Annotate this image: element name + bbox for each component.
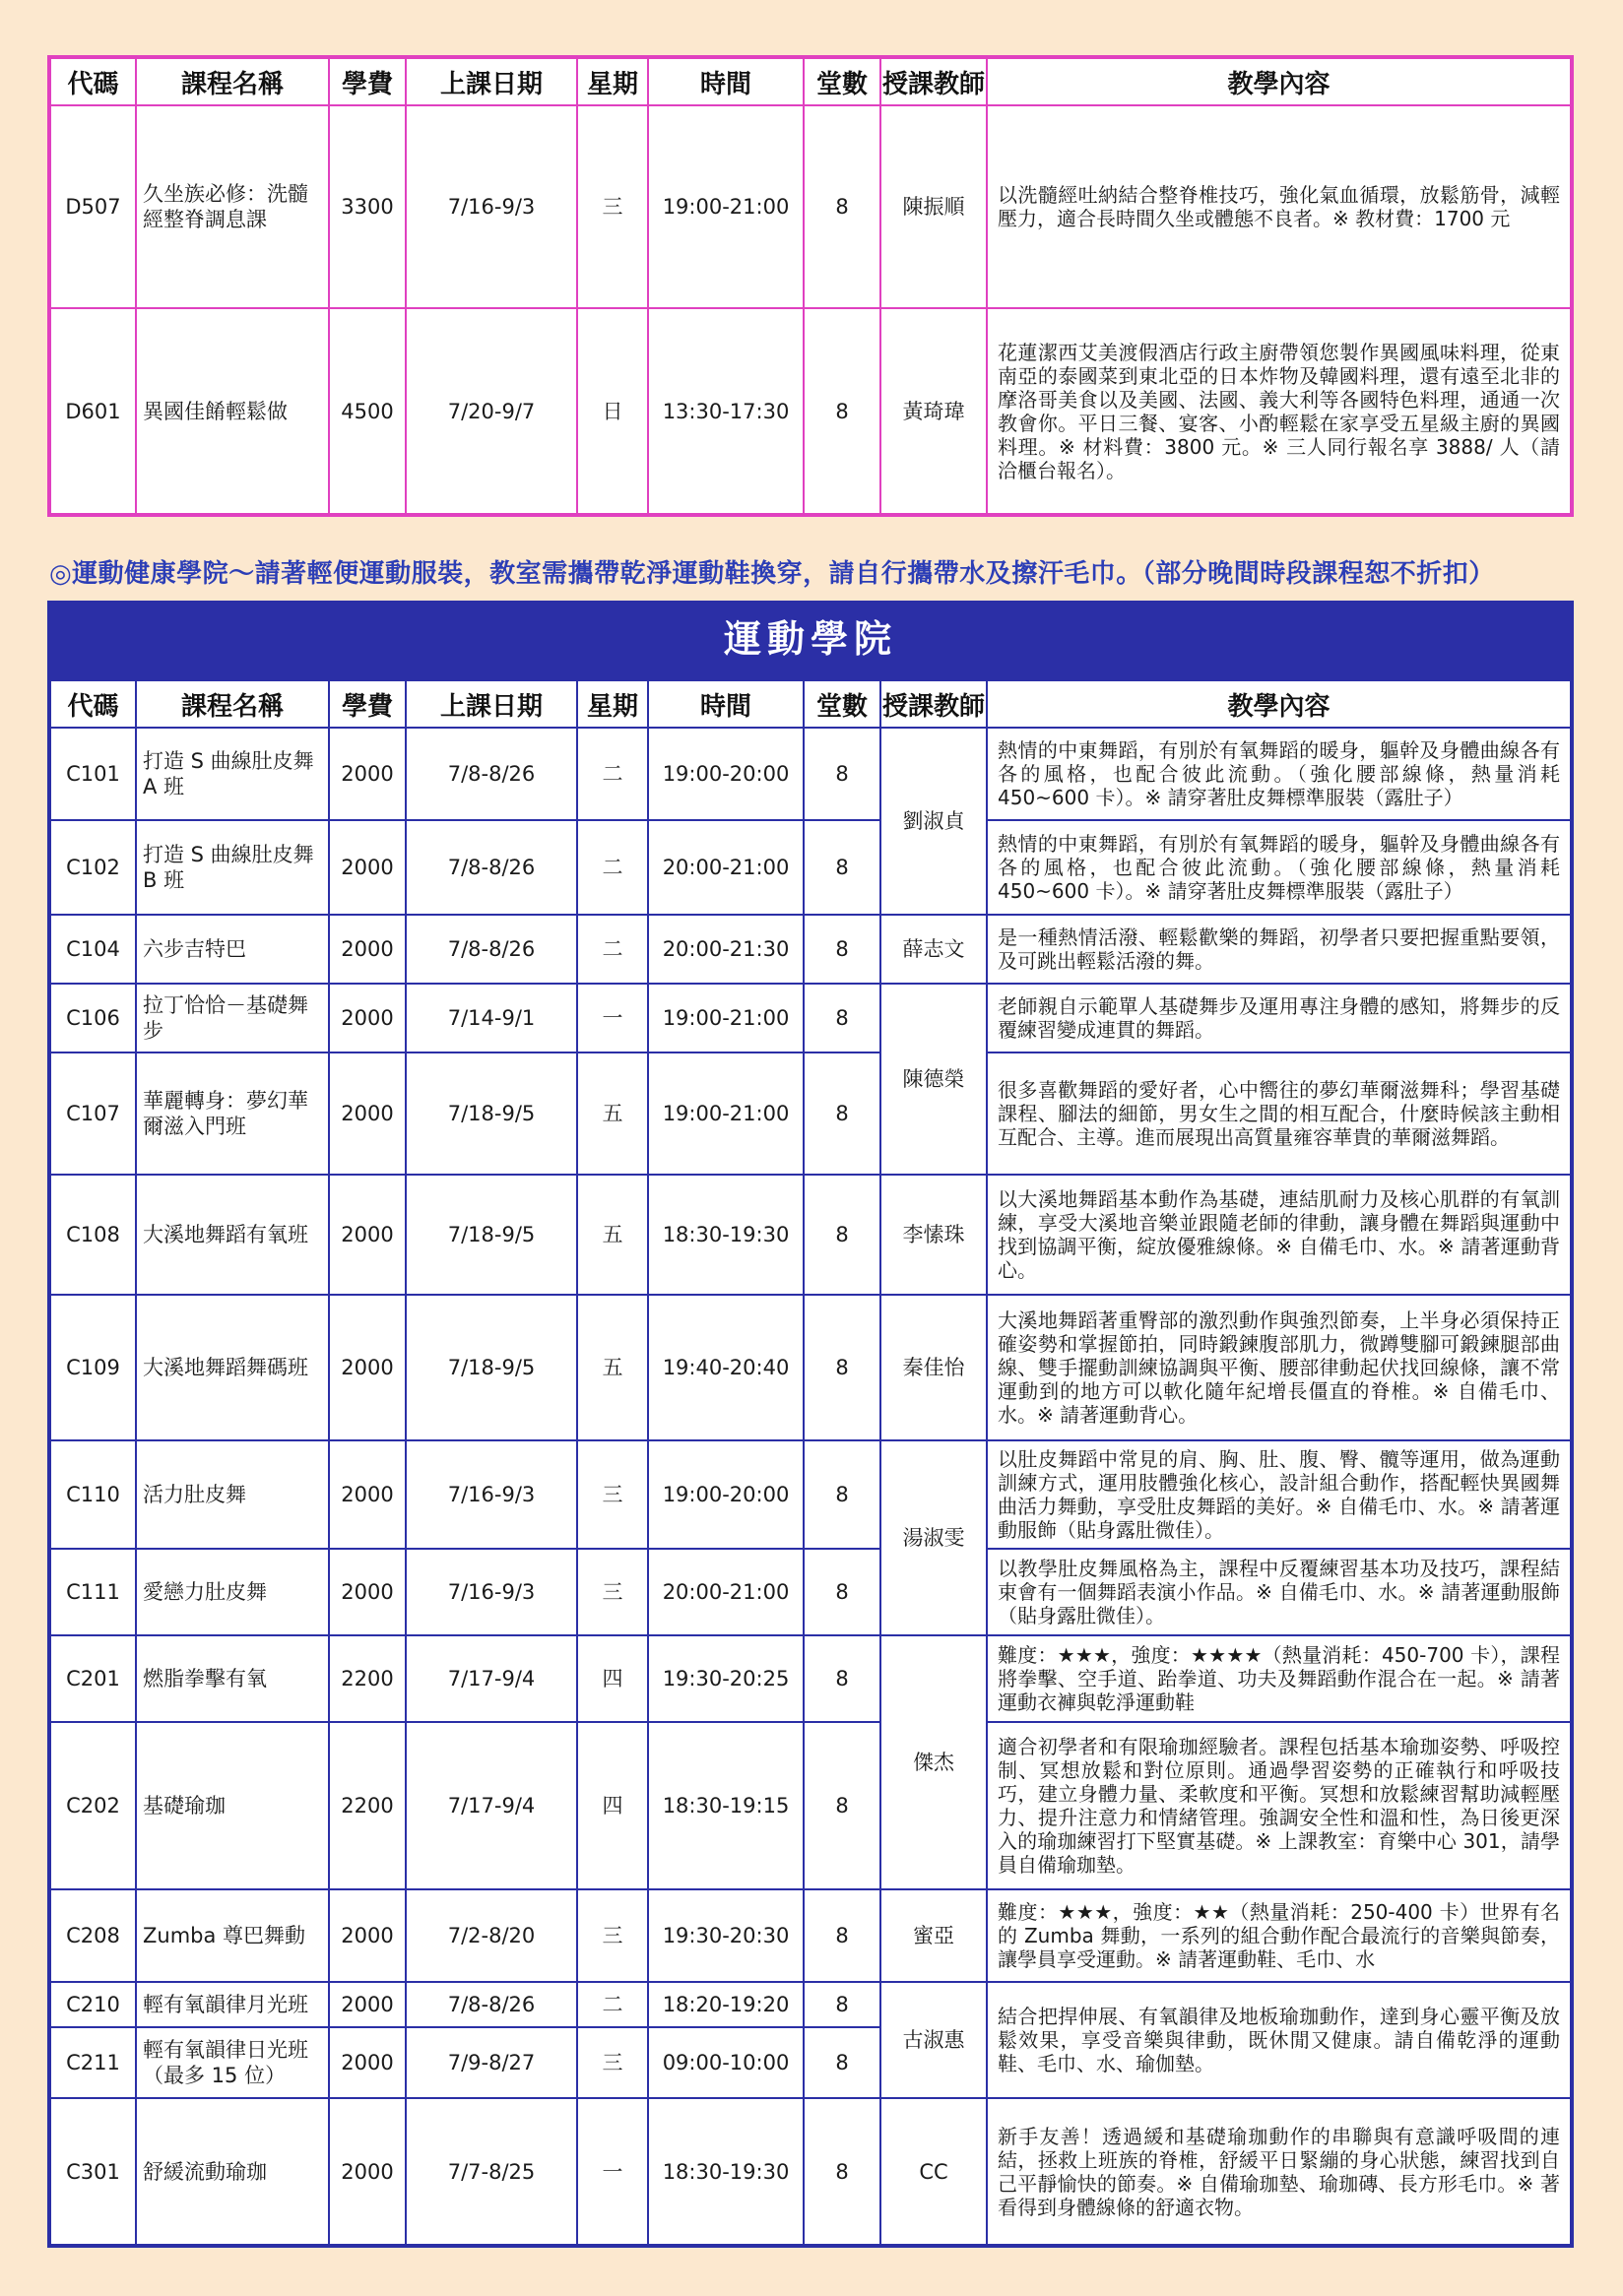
table-row — [49, 1635, 1572, 1722]
course-content: 新手友善！透過緩和基礎瑜珈動作的串聯與有意識呼吸間的連結，拯救上班族的脊椎，舒緩平日緊繃的身心狀態，練習找到自己平靜愉快的節奏。※ 自備瑜珈墊、瑜珈磚、長方形毛巾。※ 著看得到身體線條的舒適衣物。 — [987, 2098, 1572, 2246]
course-weekday: 三 — [577, 1549, 648, 1635]
course-dates: 7/20-9/7 — [406, 308, 577, 515]
course-name: 華麗轉身：夢幻華爾滋入門班 — [136, 1052, 329, 1175]
course-code: C208 — [49, 1889, 136, 1982]
header-fee: 學費 — [329, 57, 406, 105]
course-fee: 2000 — [329, 1175, 406, 1295]
header-code: 代碼 — [49, 679, 136, 728]
course-dates: 7/2-8/20 — [406, 1889, 577, 1982]
course-fee: 2000 — [329, 1889, 406, 1982]
course-content: 花蓮潔西艾美渡假酒店行政主廚帶領您製作異國風味料理，從東南亞的泰國菜到東北亞的日本炸物及韓國料理，還有遠至北非的摩洛哥美食以及美國、法國、義大利等各國特色料理，通通一次教會你。平日三餐、宴客、小酌輕鬆在家享受五星級主廚的異國料理。※ 材料費：3800 元。※ 三人同行報名享 3888/ 人（請洽櫃台報名）。 — [987, 308, 1572, 515]
table-row — [49, 915, 1572, 984]
header-time: 時間 — [648, 57, 804, 105]
course-content: 以教學肚皮舞風格為主，課程中反覆練習基本功及技巧，課程結束會有一個舞蹈表演小作品。※ 自備毛巾、水。※ 請著運動服飾（貼身露肚微佳）。 — [987, 1549, 1572, 1635]
course-code: C101 — [49, 728, 136, 820]
course-name: 舒緩流動瑜珈 — [136, 2098, 329, 2246]
header-sessions: 堂數 — [804, 679, 880, 728]
course-teacher: 陳德榮 — [880, 984, 987, 1175]
table-row — [49, 984, 1572, 1052]
table-row — [49, 1295, 1572, 1440]
course-name: 打造 S 曲線肚皮舞 A 班 — [136, 728, 329, 820]
course-code: C108 — [49, 1175, 136, 1295]
course-weekday: 三 — [577, 105, 648, 308]
course-sessions: 8 — [804, 1295, 880, 1440]
course-content: 熱情的中東舞蹈，有別於有氧舞蹈的暖身，軀幹及身體曲線各有各的風格，也配合彼此流動。（強化腰部線條，熱量消耗 450~600 卡）。※ 請穿著肚皮舞標準服裝（露肚子） — [987, 820, 1572, 915]
course-content: 很多喜歡舞蹈的愛好者，心中嚮往的夢幻華爾滋舞科；學習基礎課程、腳法的細節，男女生之間的相互配合，什麼時候該主動相互配合、主導。進而展現出高質量雍容華貴的華爾滋舞蹈。 — [987, 1052, 1572, 1175]
course-content: 適合初學者和有限瑜珈經驗者。課程包括基本瑜珈姿勢、呼吸控制、冥想放鬆和對位原則。通過學習姿勢的正確執行和呼吸技巧，建立身體力量、柔軟度和平衡。冥想和放鬆練習幫助減輕壓力、提升注意力和情緒管理。強調安全性和溫和性，為日後更深入的瑜珈練習打下堅實基礎。※ 上課教室：育樂中心 301，請學員自備瑜珈墊。 — [987, 1722, 1572, 1889]
course-name: 輕有氧韻律日光班（最多 15 位） — [136, 2027, 329, 2098]
header-weekday: 星期 — [577, 679, 648, 728]
course-content: 熱情的中東舞蹈，有別於有氧舞蹈的暖身，軀幹及身體曲線各有各的風格，也配合彼此流動。（強化腰部線條，熱量消耗 450~600 卡）。※ 請穿著肚皮舞標準服裝（露肚子） — [987, 728, 1572, 820]
course-sessions: 8 — [804, 728, 880, 820]
course-code: C107 — [49, 1052, 136, 1175]
course-content: 以大溪地舞蹈基本動作為基礎，連結肌耐力及核心肌群的有氧訓練，享受大溪地音樂並跟隨老師的律動，讓身體在舞蹈與運動中找到協調平衡，綻放優雅線條。※ 自備毛巾、水。※ 請著運動背心。 — [987, 1175, 1572, 1295]
table-row — [49, 728, 1572, 820]
course-teacher: 秦佳怡 — [880, 1295, 987, 1440]
course-sessions: 8 — [804, 308, 880, 515]
course-teacher: 李愫珠 — [880, 1175, 987, 1295]
course-dates: 7/8-8/26 — [406, 820, 577, 915]
course-teacher: 薛志文 — [880, 915, 987, 984]
course-sessions: 8 — [804, 1635, 880, 1722]
course-fee: 2000 — [329, 915, 406, 984]
course-teacher: 湯淑雯 — [880, 1440, 987, 1635]
course-time: 19:00-20:00 — [648, 1440, 804, 1549]
course-name: 拉丁恰恰－基礎舞步 — [136, 984, 329, 1052]
course-sessions: 8 — [804, 1722, 880, 1889]
course-dates: 7/16-9/3 — [406, 105, 577, 308]
table-row — [49, 1722, 1572, 1889]
course-sessions: 8 — [804, 1549, 880, 1635]
table-row — [49, 1982, 1572, 2027]
course-time: 13:30-17:30 — [648, 308, 804, 515]
course-dates: 7/7-8/25 — [406, 2098, 577, 2246]
course-name: Zumba 尊巴舞動 — [136, 1889, 329, 1982]
header-content: 教學內容 — [987, 679, 1572, 728]
course-name: 燃脂拳擊有氧 — [136, 1635, 329, 1722]
course-time: 20:00-21:00 — [648, 820, 804, 915]
header-dates: 上課日期 — [406, 57, 577, 105]
table-row — [49, 1889, 1572, 1982]
table-header-row — [49, 57, 1572, 105]
course-weekday: 二 — [577, 915, 648, 984]
header-weekday: 星期 — [577, 57, 648, 105]
course-fee: 2000 — [329, 820, 406, 915]
course-fee: 3300 — [329, 105, 406, 308]
course-sessions: 8 — [804, 820, 880, 915]
course-code: C201 — [49, 1635, 136, 1722]
course-name: 基礎瑜珈 — [136, 1722, 329, 1889]
table-row — [49, 1440, 1572, 1549]
course-weekday: 三 — [577, 1889, 648, 1982]
header-time: 時間 — [648, 679, 804, 728]
course-sessions: 8 — [804, 1982, 880, 2027]
course-content: 結合把捍伸展、有氧韻律及地板瑜珈動作，達到身心靈平衡及放鬆效果，享受音樂與律動，既休閒又健康。請自備乾淨的運動鞋、毛巾、水、瑜伽墊。 — [987, 1982, 1572, 2098]
course-time: 20:00-21:00 — [648, 1549, 804, 1635]
course-sessions: 8 — [804, 105, 880, 308]
course-weekday: 四 — [577, 1722, 648, 1889]
course-time: 19:00-20:00 — [648, 728, 804, 820]
course-dates: 7/17-9/4 — [406, 1722, 577, 1889]
course-fee: 2000 — [329, 1440, 406, 1549]
course-name: 愛戀力肚皮舞 — [136, 1549, 329, 1635]
course-fee: 2000 — [329, 1549, 406, 1635]
course-sessions: 8 — [804, 1889, 880, 1982]
table-row — [49, 820, 1572, 915]
course-content: 是一種熱情活潑、輕鬆歡樂的舞蹈，初學者只要把握重點要領，及可跳出輕鬆活潑的舞。 — [987, 915, 1572, 984]
course-fee: 2000 — [329, 1295, 406, 1440]
course-time: 18:30-19:15 — [648, 1722, 804, 1889]
course-name: 打造 S 曲線肚皮舞 B 班 — [136, 820, 329, 915]
table-row — [49, 1052, 1572, 1175]
course-code: C301 — [49, 2098, 136, 2246]
course-table-top — [47, 55, 1574, 517]
course-dates: 7/9-8/27 — [406, 2027, 577, 2098]
table-row — [49, 105, 1572, 308]
course-code: C110 — [49, 1440, 136, 1549]
header-fee: 學費 — [329, 679, 406, 728]
header-teacher: 授課教師 — [880, 679, 987, 728]
header-name: 課程名稱 — [136, 679, 329, 728]
header-teacher: 授課教師 — [880, 57, 987, 105]
course-code: C106 — [49, 984, 136, 1052]
course-weekday: 一 — [577, 2098, 648, 2246]
course-sessions: 8 — [804, 2027, 880, 2098]
course-weekday: 五 — [577, 1295, 648, 1440]
course-weekday: 五 — [577, 1175, 648, 1295]
course-teacher: 劉淑貞 — [880, 728, 987, 915]
course-time: 19:40-20:40 — [648, 1295, 804, 1440]
course-sessions: 8 — [804, 1175, 880, 1295]
course-time: 19:00-21:00 — [648, 984, 804, 1052]
course-code: D507 — [49, 105, 136, 308]
course-dates: 7/18-9/5 — [406, 1175, 577, 1295]
course-dates: 7/14-9/1 — [406, 984, 577, 1052]
course-name: 異國佳餚輕鬆做 — [136, 308, 329, 515]
course-teacher: 傑杰 — [880, 1635, 987, 1889]
header-name: 課程名稱 — [136, 57, 329, 105]
table-row — [49, 1175, 1572, 1295]
course-time: 09:00-10:00 — [648, 2027, 804, 2098]
header-sessions: 堂數 — [804, 57, 880, 105]
course-fee: 2000 — [329, 1052, 406, 1175]
table-row — [49, 308, 1572, 515]
table-header-row — [49, 679, 1572, 728]
course-fee: 2000 — [329, 1982, 406, 2027]
course-weekday: 三 — [577, 1440, 648, 1549]
course-code: C109 — [49, 1295, 136, 1440]
course-dates: 7/8-8/26 — [406, 728, 577, 820]
header-code: 代碼 — [49, 57, 136, 105]
course-time: 18:30-19:30 — [648, 2098, 804, 2246]
course-time: 19:00-21:00 — [648, 105, 804, 308]
course-table-sports — [47, 677, 1574, 2248]
course-weekday: 二 — [577, 1982, 648, 2027]
course-fee: 4500 — [329, 308, 406, 515]
course-time: 19:30-20:30 — [648, 1889, 804, 1982]
course-weekday: 五 — [577, 1052, 648, 1175]
course-teacher: 陳振順 — [880, 105, 987, 308]
course-code: C211 — [49, 2027, 136, 2098]
course-sessions: 8 — [804, 1440, 880, 1549]
course-name: 大溪地舞蹈有氧班 — [136, 1175, 329, 1295]
course-teacher: CC — [880, 2098, 987, 2246]
table-row — [49, 1549, 1572, 1635]
course-content: 以肚皮舞蹈中常見的肩、胸、肚、腹、臀、髖等運用，做為運動訓練方式，運用肢體強化核心，設計組合動作，搭配輕快異國舞曲活力舞動，享受肚皮舞蹈的美好。※ 自備毛巾、水。※ 請著運動服飾（貼身露肚微佳）。 — [987, 1440, 1572, 1549]
course-dates: 7/16-9/3 — [406, 1549, 577, 1635]
course-fee: 2000 — [329, 984, 406, 1052]
course-fee: 2000 — [329, 2098, 406, 2246]
course-code: C102 — [49, 820, 136, 915]
course-time: 20:00-21:30 — [648, 915, 804, 984]
course-dates: 7/18-9/5 — [406, 1295, 577, 1440]
course-fee: 2200 — [329, 1722, 406, 1889]
course-teacher: 古淑惠 — [880, 1982, 987, 2098]
course-name: 久坐族必修：洗髓經整脊調息課 — [136, 105, 329, 308]
course-dates: 7/16-9/3 — [406, 1440, 577, 1549]
course-code: C202 — [49, 1722, 136, 1889]
header-dates: 上課日期 — [406, 679, 577, 728]
course-code: C210 — [49, 1982, 136, 2027]
course-time: 18:20-19:20 — [648, 1982, 804, 2027]
sports-notice: ◎運動健康學院～請著輕便運動服裝，教室需攜帶乾淨運動鞋換穿，請自行攜帶水及擦汗毛巾。（部分晚間時段課程恕不折扣） — [49, 559, 1495, 589]
section-title: 運動學院 — [47, 601, 1574, 677]
course-content: 難度：★★★，強度：★★（熱量消耗：250-400 卡）世界有名的 Zumba 舞動，一系列的組合動作配合最流行的音樂與節奏，讓學員享受運動。※ 請著運動鞋、毛巾、水 — [987, 1889, 1572, 1982]
course-weekday: 二 — [577, 820, 648, 915]
course-time: 18:30-19:30 — [648, 1175, 804, 1295]
course-time: 19:30-20:25 — [648, 1635, 804, 1722]
course-code: D601 — [49, 308, 136, 515]
course-teacher: 黃琦瑋 — [880, 308, 987, 515]
header-content: 教學內容 — [987, 57, 1572, 105]
table-row — [49, 2098, 1572, 2246]
course-sessions: 8 — [804, 1052, 880, 1175]
course-weekday: 二 — [577, 728, 648, 820]
course-name: 活力肚皮舞 — [136, 1440, 329, 1549]
course-time: 19:00-21:00 — [648, 1052, 804, 1175]
course-dates: 7/8-8/26 — [406, 1982, 577, 2027]
course-weekday: 日 — [577, 308, 648, 515]
course-content: 大溪地舞蹈著重臀部的激烈動作與強烈節奏，上半身必須保持正確姿勢和掌握節拍，同時鍛鍊腹部肌力，微蹲雙腳可鍛鍊腿部曲線、雙手擺動訓練協調與平衡、腰部律動起伏找回線條，讓不常運動到的地方可以軟化隨年紀增長僵直的脊椎。※ 自備毛巾、水。※ 請著運動背心。 — [987, 1295, 1572, 1440]
course-fee: 2200 — [329, 1635, 406, 1722]
course-name: 六步吉特巴 — [136, 915, 329, 984]
course-code: C104 — [49, 915, 136, 984]
course-content: 以洗髓經吐納結合整脊椎技巧，強化氣血循環，放鬆筋骨，減輕壓力，適合長時間久坐或體態不良者。※ 教材費：1700 元 — [987, 105, 1572, 308]
course-sessions: 8 — [804, 984, 880, 1052]
course-fee: 2000 — [329, 2027, 406, 2098]
course-weekday: 四 — [577, 1635, 648, 1722]
course-weekday: 三 — [577, 2027, 648, 2098]
course-name: 輕有氧韻律月光班 — [136, 1982, 329, 2027]
course-fee: 2000 — [329, 728, 406, 820]
course-content: 老師親自示範單人基礎舞步及運用專注身體的感知，將舞步的反覆練習變成連貫的舞蹈。 — [987, 984, 1572, 1052]
course-code: C111 — [49, 1549, 136, 1635]
course-dates: 7/18-9/5 — [406, 1052, 577, 1175]
course-sessions: 8 — [804, 2098, 880, 2246]
course-name: 大溪地舞蹈舞碼班 — [136, 1295, 329, 1440]
course-dates: 7/17-9/4 — [406, 1635, 577, 1722]
course-dates: 7/8-8/26 — [406, 915, 577, 984]
course-weekday: 一 — [577, 984, 648, 1052]
course-teacher: 蜜亞 — [880, 1889, 987, 1982]
course-sessions: 8 — [804, 915, 880, 984]
course-content: 難度：★★★，強度：★★★★（熱量消耗：450-700 卡），課程將拳擊、空手道、跆拳道、功夫及舞蹈動作混合在一起。※ 請著運動衣褲與乾淨運動鞋 — [987, 1635, 1572, 1722]
